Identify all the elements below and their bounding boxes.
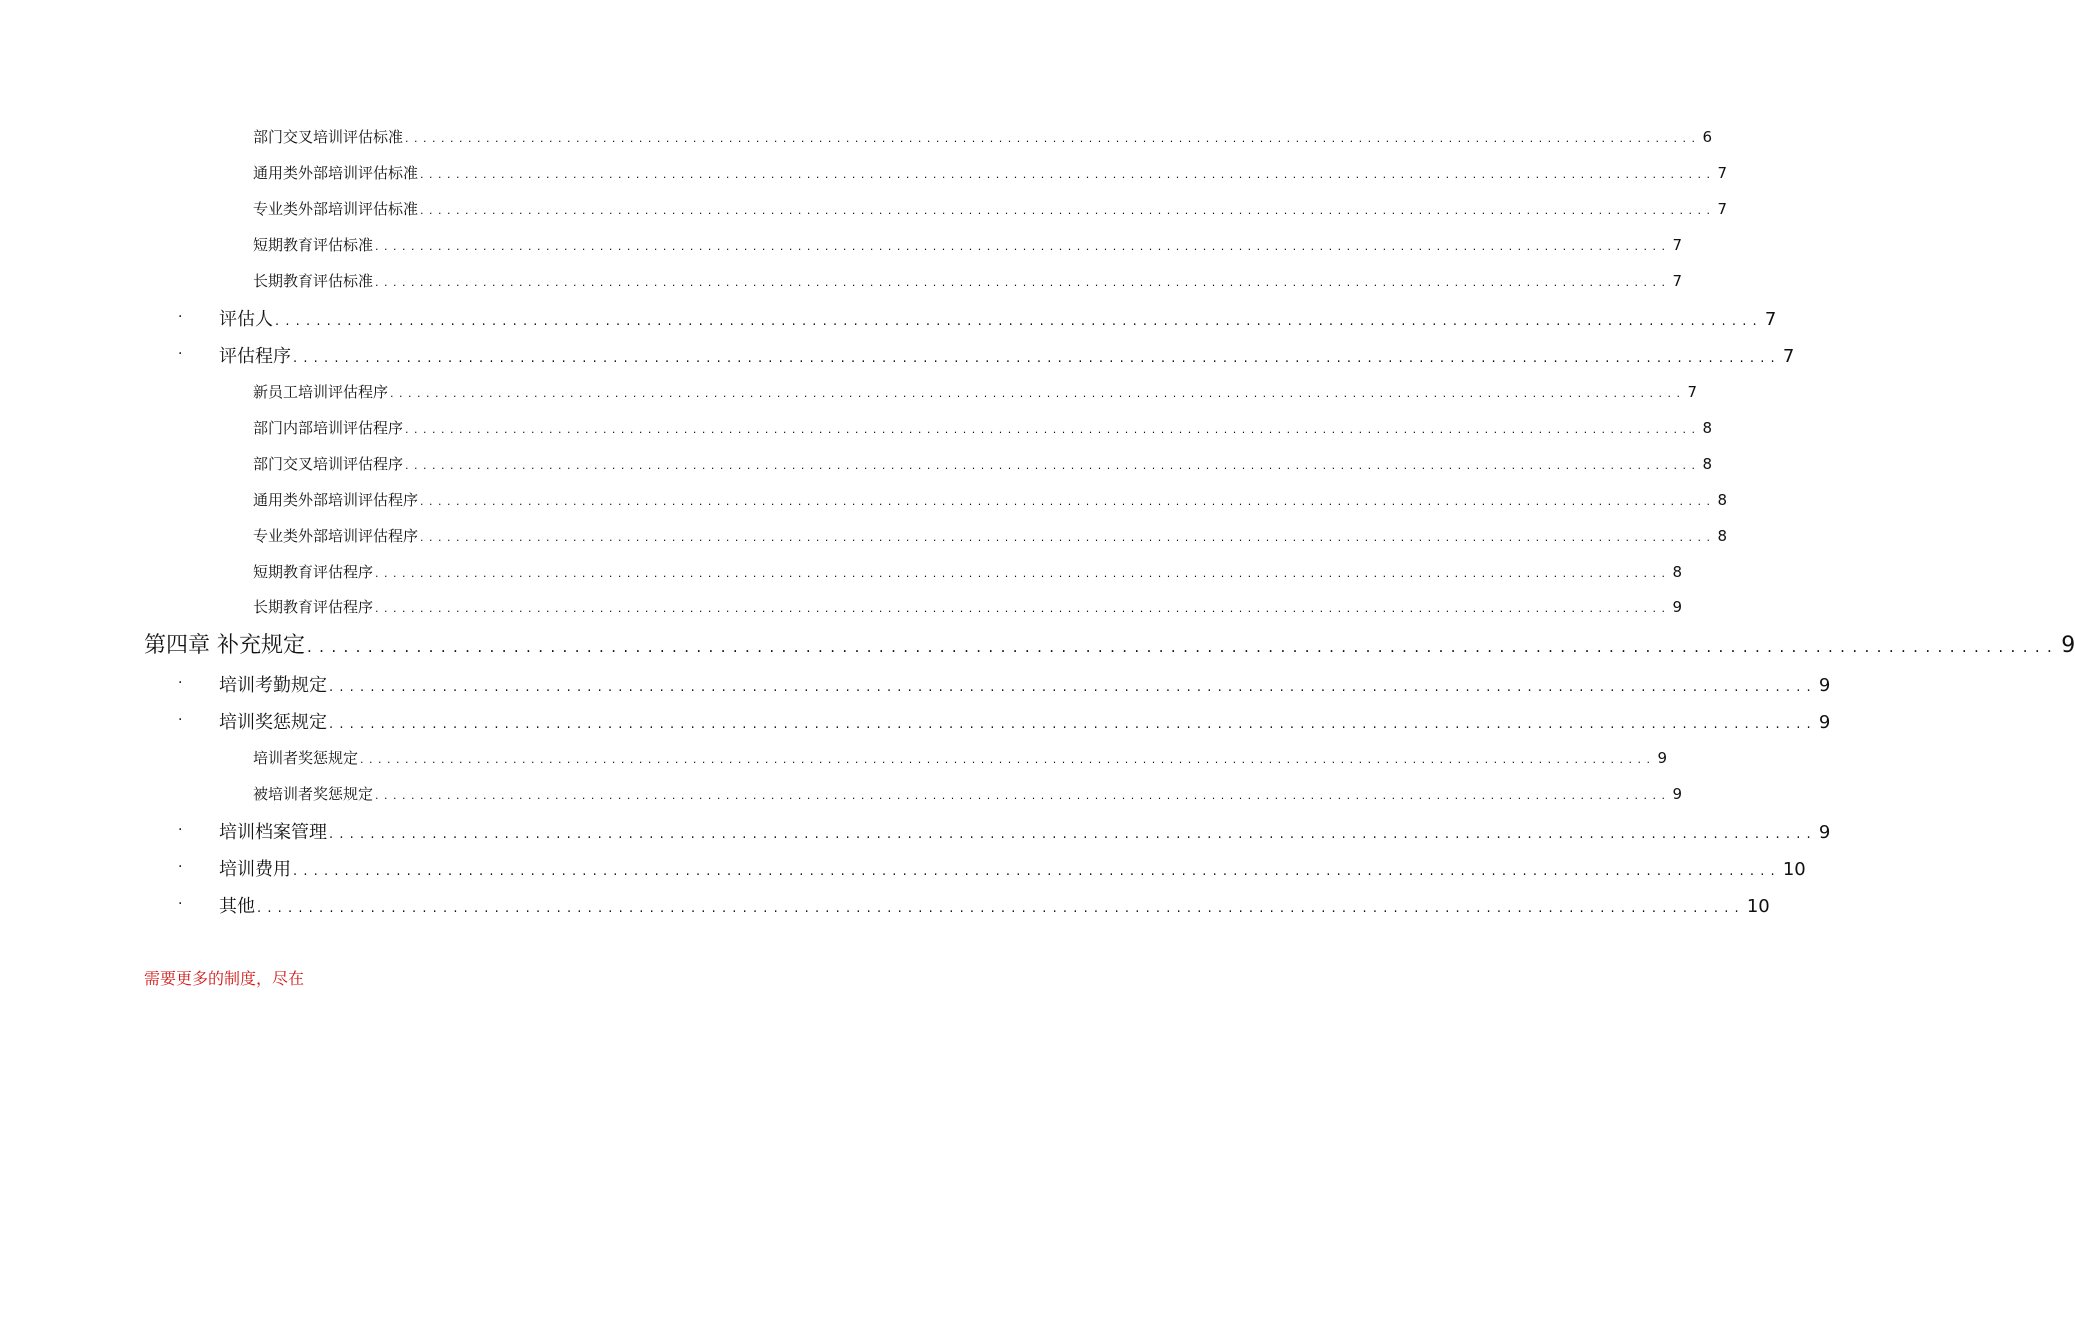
toc-entry[interactable] bbox=[178, 671, 1831, 697]
toc-entry-title: 专业类外部培训评估标准 bbox=[253, 200, 419, 218]
toc-entry[interactable] bbox=[253, 198, 1728, 219]
toc-entry-title: 部门交叉培训评估程序 bbox=[253, 455, 404, 473]
toc-entry-page: 9 bbox=[2061, 633, 2075, 658]
toc-leader-dots: ................................................................................................................................................ bbox=[375, 276, 1671, 289]
toc-entry-title: 短期教育评估程序 bbox=[253, 563, 374, 581]
toc-entry-page: 7 bbox=[1672, 236, 1683, 254]
toc-entry-title: 评估程序 bbox=[219, 346, 291, 367]
toc-chapter-entry[interactable] bbox=[144, 628, 2075, 659]
toc-entry[interactable] bbox=[253, 234, 1683, 255]
toc-leader-dots: ................................................................................................................................................ bbox=[275, 314, 1763, 329]
toc-entry-page: 6 bbox=[1702, 128, 1713, 146]
toc-leader-dots: ................................................................................................................................................ bbox=[329, 680, 1817, 695]
toc-bullet: . bbox=[178, 342, 183, 358]
toc-leader-dots: ................................................................................................................................................ bbox=[390, 387, 1686, 400]
toc-bullet: . bbox=[178, 892, 183, 908]
toc-entry[interactable] bbox=[253, 747, 1668, 768]
toc-entry[interactable] bbox=[178, 892, 1770, 918]
toc-entry[interactable] bbox=[253, 453, 1713, 474]
toc-entry-title: 专业类外部培训评估程序 bbox=[253, 527, 419, 545]
toc-entry-title: 新员工培训评估程序 bbox=[253, 383, 389, 401]
toc-leader-dots: ................................................................................................................................................ bbox=[329, 717, 1817, 732]
toc-entry-page: 8 bbox=[1717, 491, 1728, 509]
toc-entry[interactable] bbox=[253, 381, 1698, 402]
toc-leader-dots: ................................................................................................................................................ bbox=[360, 753, 1656, 766]
toc-entry-title: 长期教育评估标准 bbox=[253, 272, 374, 290]
toc-leader-dots: ................................................................................................................................................ bbox=[307, 638, 2060, 656]
toc-leader-dots: ................................................................................................................................................ bbox=[420, 204, 1716, 217]
toc-entry-title: 部门内部培训评估程序 bbox=[253, 419, 404, 437]
toc-entry-title: 长期教育评估程序 bbox=[253, 598, 374, 616]
toc-entry-title: 其他 bbox=[219, 896, 255, 917]
toc-entry-title: 短期教育评估标准 bbox=[253, 236, 374, 254]
toc-entry-page: 9 bbox=[1818, 675, 1831, 696]
toc-entry[interactable] bbox=[253, 525, 1728, 546]
toc-entry-page: 7 bbox=[1717, 164, 1728, 182]
toc-leader-dots: ................................................................................................................................................ bbox=[405, 423, 1701, 436]
toc-entry-title: 培训考勤规定 bbox=[219, 675, 327, 696]
toc-entry-page: 7 bbox=[1764, 309, 1777, 330]
toc-entry-page: 7 bbox=[1717, 200, 1728, 218]
toc-entry[interactable] bbox=[178, 305, 1777, 331]
toc-entry-title: 培训奖惩规定 bbox=[219, 712, 327, 733]
toc-entry[interactable] bbox=[178, 708, 1831, 734]
toc-entry-title: 部门交叉培训评估标准 bbox=[253, 128, 404, 146]
toc-bullet: . bbox=[178, 305, 183, 321]
toc-leader-dots: ................................................................................................................................................ bbox=[375, 789, 1671, 802]
toc-entry-page: 9 bbox=[1672, 785, 1683, 803]
toc-entry[interactable] bbox=[253, 489, 1728, 510]
toc-chapter-title: 第四章 补充规定 bbox=[144, 633, 305, 658]
toc-entry-page: 8 bbox=[1702, 419, 1713, 437]
toc-entry-title: 通用类外部培训评估程序 bbox=[253, 491, 419, 509]
toc-entry[interactable] bbox=[253, 270, 1683, 291]
toc-entry[interactable] bbox=[253, 417, 1713, 438]
toc-entry-page: 9 bbox=[1672, 598, 1683, 616]
toc-entry[interactable] bbox=[178, 342, 1795, 368]
toc-bullet: . bbox=[178, 818, 183, 834]
toc-entry-page: 7 bbox=[1687, 383, 1698, 401]
toc-entry-title: 评估人 bbox=[219, 309, 273, 330]
toc-leader-dots: ................................................................................................................................................ bbox=[375, 240, 1671, 253]
toc-entry[interactable] bbox=[253, 561, 1683, 582]
toc-leader-dots: ................................................................................................................................................ bbox=[405, 459, 1701, 472]
toc-entry[interactable] bbox=[253, 596, 1683, 617]
toc-entry-title: 培训档案管理 bbox=[219, 822, 327, 843]
promo-note: 需要更多的制度，尽在 bbox=[144, 969, 305, 988]
toc-entry-title: 培训者奖惩规定 bbox=[253, 749, 359, 767]
toc-entry-title: 通用类外部培训评估标准 bbox=[253, 164, 419, 182]
toc-leader-dots: ................................................................................................................................................ bbox=[375, 602, 1671, 615]
toc-entry[interactable] bbox=[178, 818, 1831, 844]
toc-entry[interactable] bbox=[178, 855, 1806, 881]
toc-leader-dots: ................................................................................................................................................ bbox=[293, 351, 1781, 366]
toc-leader-dots: ................................................................................................................................................ bbox=[420, 495, 1716, 508]
toc-bullet: . bbox=[178, 708, 183, 724]
toc-entry-page: 9 bbox=[1818, 712, 1831, 733]
toc-entry-page: 8 bbox=[1717, 527, 1728, 545]
toc-entry-page: 8 bbox=[1672, 563, 1683, 581]
toc-entry-page: 10 bbox=[1746, 896, 1770, 917]
toc-entry[interactable] bbox=[253, 783, 1683, 804]
toc-leader-dots: ................................................................................................................................................ bbox=[329, 827, 1817, 842]
toc-entry-page: 9 bbox=[1818, 822, 1831, 843]
toc-entry-title: 被培训者奖惩规定 bbox=[253, 785, 374, 803]
toc-leader-dots: ................................................................................................................................................ bbox=[375, 567, 1671, 580]
toc-entry-title: 培训费用 bbox=[219, 859, 291, 880]
toc-leader-dots: ................................................................................................................................................ bbox=[420, 531, 1716, 544]
toc-leader-dots: ................................................................................................................................................ bbox=[257, 901, 1745, 916]
toc-entry-page: 10 bbox=[1782, 859, 1806, 880]
toc-leader-dots: ................................................................................................................................................ bbox=[293, 864, 1781, 879]
toc-entry-page: 7 bbox=[1782, 346, 1795, 367]
toc-entry-page: 9 bbox=[1657, 749, 1668, 767]
toc-bullet: . bbox=[178, 855, 183, 871]
toc-bullet: . bbox=[178, 671, 183, 687]
toc-entry[interactable] bbox=[253, 126, 1713, 147]
toc-entry-page: 8 bbox=[1702, 455, 1713, 473]
toc-entry-page: 7 bbox=[1672, 272, 1683, 290]
toc-leader-dots: ................................................................................................................................................ bbox=[405, 132, 1701, 145]
toc-leader-dots: ................................................................................................................................................ bbox=[420, 168, 1716, 181]
toc-entry[interactable] bbox=[253, 162, 1728, 183]
